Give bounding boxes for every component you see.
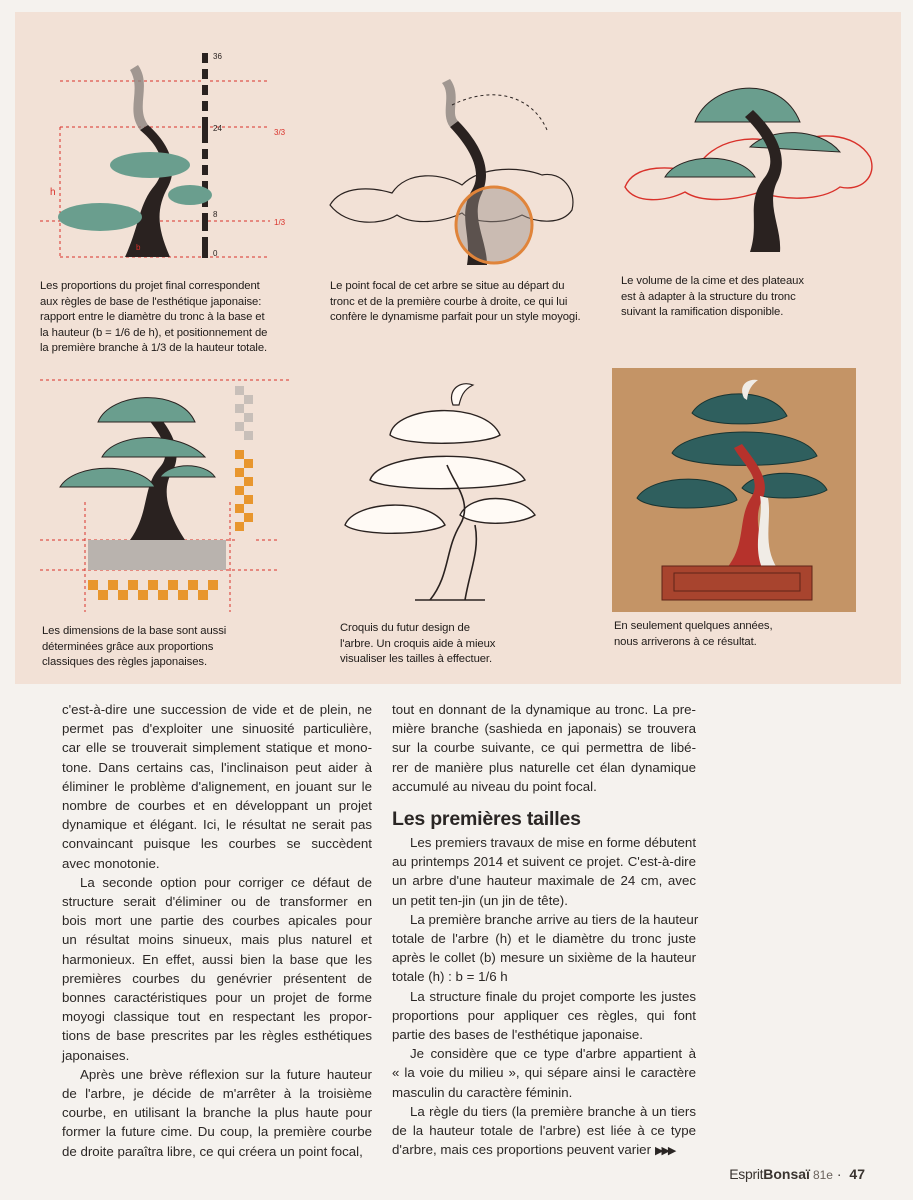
text-line: proportions pour appliquer ces règles, qui font [392, 1007, 696, 1023]
text-line: La règle du tiers (la première branche à un tiers [410, 1103, 696, 1119]
text-line: bois mort une partie des courbes apicales pour [62, 913, 372, 929]
issue-number: 81e [812, 1168, 833, 1182]
text-line: convaincant puisque les courbes se succèdent [62, 836, 372, 852]
text-line: courbe, en utilisant la branche la plus haute pour [62, 1105, 372, 1121]
text-line: tout en donnant de la dynamique au tronc. La pre- [392, 702, 696, 717]
text-line: d'arbre, mais ces proportions peuvent varier ▶▶▶ [392, 1142, 675, 1158]
final-pot [662, 566, 812, 600]
caption-line: tronc et de la première courbe à droite, ce qui lui [330, 295, 568, 308]
third-label-low: 1/3 [274, 218, 286, 227]
text-line: Je considère que ce type d'arbre appartient à [410, 1046, 696, 1062]
ruler-label-base: 0 [213, 249, 218, 258]
text-line: sur la courbe suivante, ce qui permettra de libé- [392, 740, 696, 756]
caption-line: visualiser les tailles à effectuer. [340, 653, 493, 666]
text-line: nombre de courbes et en développant un projet [62, 798, 372, 814]
ruler-label-top: 36 [213, 52, 222, 61]
caption-line: est à adapter à la structure du tronc [621, 290, 796, 303]
figure-proportions [30, 45, 300, 270]
article-paragraph [392, 833, 696, 910]
figure-sketch [335, 375, 555, 605]
article-paragraph [392, 1044, 696, 1102]
focal-point-circle [456, 187, 532, 263]
caption-proportions [40, 279, 267, 357]
text-line: c'est-à-dire une succession de vide et de plein, ne [62, 702, 372, 717]
text-line: japonaises. [62, 1047, 130, 1063]
text-line: tions de base prescrites par les règles esthétiques [62, 1028, 372, 1044]
vertical-checker-ruler [235, 382, 253, 542]
foliage-outline [330, 169, 573, 222]
text-line: partie des bases de l'esthétique japonaise. [392, 1027, 643, 1043]
text-line: un résultat moins sinueux, mais plus naturel et [62, 932, 372, 948]
caption-line: Les dimensions de la base sont aussi [42, 625, 227, 637]
article-paragraph [62, 873, 372, 1065]
section-heading: Les premières tailles [392, 808, 581, 831]
text-line: permet pas d'exploiter une sinuosité particulière, [62, 721, 372, 737]
text-line: de l'arbre, je décide de m'arrêter à la troisième [62, 1086, 372, 1102]
sketch-foliage [345, 411, 535, 534]
magazine-brand: Bonsaï [763, 1166, 810, 1182]
caption-line: rapport entre le diamètre du tronc à la base et [40, 311, 265, 324]
final-foliage [637, 394, 827, 508]
third-label-top: 3/3 [274, 128, 286, 137]
caption-line: En seulement quelques années, [614, 620, 773, 632]
caption-line: la première branche à 1/3 de la hauteur totale. [40, 342, 268, 355]
caption-focal-point [330, 279, 581, 326]
text-line: rer de manière plus naturelle cet élan dynamique [392, 759, 696, 775]
caption-line: Les proportions du projet final correspondent [40, 280, 260, 292]
text-line: éliminer le problème d'alignement, en jouant sur le [62, 778, 372, 794]
ruler-label-mid: 24 [213, 124, 222, 133]
text-line: de droite paraîtra libre, ce qui créera un point focal, [62, 1143, 363, 1159]
text-line: tone. Dans certains cas, l'inclinaison peut aider à [62, 759, 372, 775]
caption-line: suivant la ramification disponible. [621, 306, 784, 319]
tree-trunk [745, 110, 782, 252]
figure-final-result [612, 368, 856, 612]
text-line: harmonieux. En effet, aussi bien la base que les [62, 951, 372, 967]
text-line: « la voie du milieu », qui sépare ainsi le caractère [392, 1065, 696, 1081]
caption-line: Croquis du futur design de [340, 622, 470, 634]
caption-line: l'arbre. Un croquis aide à mieux [340, 637, 496, 650]
height-label: h [50, 187, 56, 198]
text-line: premières courbes du genévrier présentent de [62, 970, 372, 986]
tree-trunk [125, 125, 172, 257]
base-diameter-label: b [136, 243, 141, 252]
final-deadwood [758, 496, 777, 568]
figure-focal-point [322, 75, 587, 270]
text-line: avec monotonie. [62, 855, 160, 871]
magazine-name: Esprit [729, 1166, 764, 1182]
pot [88, 540, 226, 570]
text-line: bonnes caractéristiques pour un projet de forme [62, 990, 372, 1006]
caption-final-result [614, 619, 773, 650]
crown-outline-red [625, 136, 872, 200]
horizontal-checker-ruler [88, 580, 218, 600]
article-paragraph [62, 1065, 372, 1161]
tree-apex [130, 65, 148, 130]
page-number: 47 [849, 1166, 865, 1182]
article-paragraph [392, 910, 699, 987]
caption-line: Le point focal de cet arbre se situe au départ du [330, 280, 565, 292]
caption-line: déterminées grâce aux proportions [42, 640, 214, 653]
text-line: mière branche (sashieda en japonais) se trouvera [392, 721, 696, 737]
caption-line: classiques des règles japonaises. [42, 656, 207, 669]
caption-crown-volume [621, 274, 804, 321]
article-paragraph [392, 1102, 696, 1162]
article-paragraph [392, 700, 696, 796]
foliage-pads [58, 152, 212, 231]
article-paragraph [62, 700, 372, 873]
caption-line: Le volume de la cime et des plateaux [621, 275, 804, 287]
caption-line: la hauteur (b = 1/6 de h), et positionnement de [40, 326, 268, 339]
foliage-pads [60, 398, 215, 487]
text-line: totale (h) : b = 1/6 h [392, 969, 508, 985]
caption-line: nous arriverons à ce résultat. [614, 635, 757, 648]
text-line: structure serait d'éliminer ou de transformer en [62, 894, 372, 910]
text-line: totale de l'arbre (h) et le diamètre du tronc juste [392, 931, 696, 947]
height-ruler [202, 53, 208, 258]
text-line: un petit ten-jin (un jin de tête). [392, 892, 568, 908]
text-line: après le collet (b) mesure un sixième de la hauteur [392, 950, 696, 966]
text-line: La première branche arrive au tiers de la hauteur [410, 911, 699, 927]
text-line: La structure finale du projet comporte les justes [410, 988, 696, 1004]
text-line: dynamique et élégant. Ici, le résultat ne serait pas [62, 817, 372, 833]
tree-apex [442, 79, 458, 127]
text-line: de la hauteur totale de l'arbre) est liée à ce type [392, 1123, 696, 1139]
text-line: La seconde option pour corriger ce défaut de [80, 874, 372, 890]
text-line: Après une brève réflexion sur la future hauteur [80, 1066, 372, 1082]
article-right-column [392, 700, 699, 1161]
sketch-jin [451, 384, 473, 405]
caption-line: confère le dynamisme parfait pour un style moyogi. [330, 311, 581, 324]
caption-line: aux règles de base de l'esthétique japonaise: [40, 295, 262, 308]
figure-crown-volume [620, 52, 880, 257]
text-line: car elle se trouverait simplement statique et mono- [62, 740, 372, 756]
text-line: Les premiers travaux de mise en forme débutent [410, 835, 697, 851]
page-footer: EspritBonsaï 81e · 47 [729, 1166, 865, 1182]
text-line: un arbre d'une hauteur maximale de 24 cm, avec [392, 873, 696, 889]
foliage-pads [665, 88, 840, 177]
caption-base-dimensions [42, 624, 226, 671]
article-left-column [62, 700, 372, 1161]
text-line: au printemps 2014 et suivent ce projet. C'est-à-dire [392, 854, 696, 870]
text-line: accumulé au niveau du point focal. [392, 778, 597, 794]
caption-sketch [340, 621, 495, 668]
continue-arrows-icon: ▶▶▶ [655, 1145, 675, 1158]
ruler-label-low: 8 [213, 210, 218, 219]
article-paragraph [392, 987, 696, 1045]
figure-base-dimensions [30, 372, 300, 617]
text-line: former la future cime. Du coup, la première courbe [62, 1124, 372, 1140]
text-line: moyogi classique tout en respectant les propor- [62, 1009, 372, 1025]
text-line: masculin du caractère féminin. [392, 1084, 573, 1100]
dynamic-arrow [452, 95, 547, 130]
